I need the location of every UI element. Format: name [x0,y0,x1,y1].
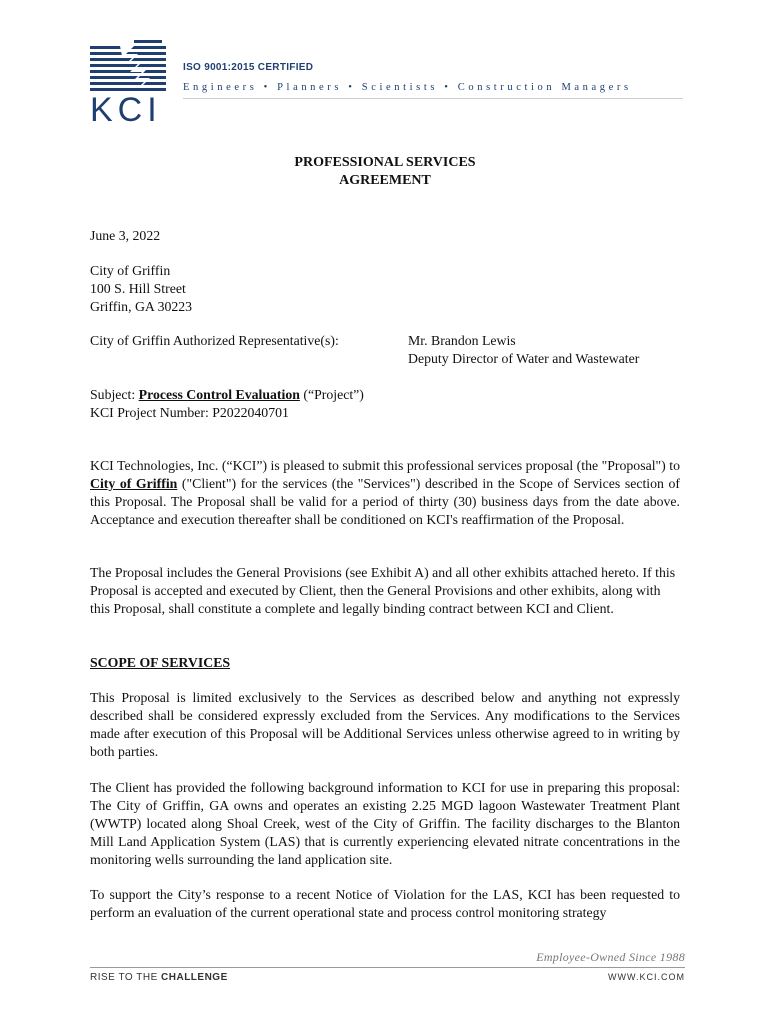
representative-name: Mr. Brandon Lewis [408,333,516,348]
background-paragraph: The Client has provided the following background information to KCI for use in preparing this proposal: The City of Griffin, GA owns and operates an existing 2.25 MGD lagoon Wastewater Treatment Plant (WWTP) located along Shoal Creek, west of the City of Griffin. The facility discharges to the Blanton Mill Land Application System (LAS) that is currently experiencing elevated nitrate concentrations in the monitoring wells surrounding the land application site. [90,780,680,867]
header-divider [183,98,683,99]
subject-line [90,386,680,404]
client-name: City of Griffin [90,476,178,491]
title-line-1: PROFESSIONAL SERVICES [294,155,476,170]
slogan-challenge: CHALLENGE [161,972,228,983]
slogan-rise: RISE TO THE [90,972,162,983]
address-city: Griffin, GA 30223 [90,299,193,314]
intro-text-a: KCI Technologies, Inc. (“KCI”) is pleased to submit this professional services proposal (the "Proposal") to [90,458,680,473]
representative-title: Deputy Director of Water and Wastewater [408,351,640,366]
provisions-paragraph: The Proposal includes the General Provisions (see Exhibit A) and all other exhibits attached hereto. If this Proposal is accepted and executed by Client, then the General Provisions and other exhibits, along with this Proposal, shall constitute a complete and legally binding contract between KCI and Client. [90,565,676,616]
title-line-2: AGREEMENT [339,173,431,188]
kci-logo-text: KCI [90,91,162,129]
letter-date: June 3, 2022 [90,228,161,243]
intro-text-b: ("Client") for the services (the "Services") described in the Scope of Services section of this Proposal. The Proposal shall be valid for a period of thirty (30) business days from the date above. Acceptance and execution thereafter shall be conditioned on KCI's reaffirmation of the Proposal. [90,476,680,527]
project-name: Process Control Evaluation [138,387,300,402]
letterhead [90,40,690,130]
address-name: City of Griffin [90,263,171,278]
scope-paragraph: This Proposal is limited exclusively to the Services as described below and anything not expressly described shall be considered expressly excluded from the Services. Any modifications to the Services made after execution of this Proposal will be Additional Services unless otherwise agreed to in writing by both parties. [90,690,680,759]
support-paragraph: To support the City’s response to a recent Notice of Violation for the LAS, KCI has been requested to perform an evaluation of the current operational state and process control monitoring strategy [90,887,680,920]
footer-divider [90,967,685,968]
kci-logo-mark [90,40,166,92]
address-street: 100 S. Hill Street [90,281,186,296]
representative-label: City of Griffin Authorized Representative(s): [90,333,339,348]
footer-website-link[interactable]: WWW.KCI.COM [608,972,685,982]
subject-block [90,386,680,422]
subject-prefix: Subject: [90,387,139,402]
document-title [0,154,770,190]
footer-slogan [90,972,228,983]
subject-suffix: (“Project”) [299,387,364,402]
iso-certification: ISO 9001:2015 CERTIFIED [183,62,314,73]
company-tagline: Engineers • Planners • Scientists • Construction Managers [183,82,632,93]
representative-details [408,332,639,368]
project-number: KCI Project Number: P2022040701 [90,405,289,420]
employee-owned-note: Employee-Owned Since 1988 [536,950,685,964]
intro-paragraph [90,457,680,529]
recipient-address [90,262,680,316]
scope-heading: SCOPE OF SERVICES [90,655,231,670]
